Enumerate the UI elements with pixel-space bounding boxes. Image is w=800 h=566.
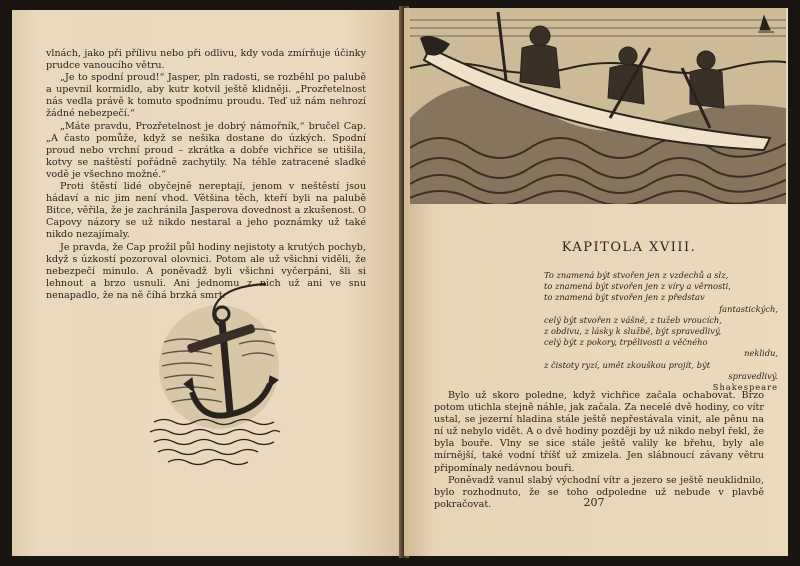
right-page [404,8,788,556]
page-number: 207 [583,496,605,509]
paragraph: Poněvadž vanul slabý východní vítr a jezero se ještě neuklidnilo, bylo rozhodnuto, že se toho odpoledne už nebude v plavbě pokračovat. [434,474,764,510]
paragraph: „Máte pravdu, Prozřetelnost je dobrý námořník,“ bručel Cap. „A často pomůže, když se nešika dostane do úzkých. Spodní proud nebo vrchní proud – zkrátka a dobře vichřice se utišila, kotvy se naštěstí pořádně zachytily. Na téhle zatracené sladké vodě je všechno možné.“ [46,120,366,180]
epigraph-line: celý být z pokory, trpělivosti a věčného [544,337,708,348]
right-page-text [434,390,764,511]
epigraph-line: To znamená být stvořen jen z vzdechů a slz, [544,270,729,280]
epigraph-line: z obdivu, z lásky k službě, být spravedlivý, [544,326,722,337]
epigraph-line: fantastických, [719,303,778,314]
left-page [12,10,402,556]
left-page-text [46,48,366,302]
paragraph: Bylo už skoro poledne, když vichřice začala ochabovat. Brzo potom utichla stejně náhle, jak začala. Za necelé dvě hodiny, co vítr ustal, se jezerní hladina stále ještě nepřestávala vinit, ale pěnu na ní už nebylo vidět. A o dvě hodiny později by už nikdo nebyl řekl, že byla bouře. Vlny se sice stále ještě valily ke břehu, byly ale mírnější, také vodní tříšť už zmizela. Jen slábnoucí závany větru připomínaly nedávnou bouři. [434,390,764,474]
chapter-title: KAPITOLA XVIII. [561,240,697,255]
epigraph [544,270,778,393]
epigraph-line: spravedlivý. [728,370,778,381]
paragraph: Proti štěstí lidé obyčejně nereptají, jenom v neštěstí jsou hádaví a nic jim není vhod. Většina těch, kteří byli na palubě Bitce, věřila, že je zachránila Jasperova dovednost a zkušenost. O Capovy názory se už nikdo nestaral a jeho poznámky už také nikdo nezajímaly. [46,181,366,241]
epigraph-line: to znamená být stvořen jen z představ [544,292,705,303]
epigraph-line: to znamená být stvořen jen z víry a věrnosti, [544,281,731,292]
epigraph-line: neklidu, [744,348,778,359]
epigraph-line: celý být stvořen z vášně, z tužeb vroucích, [544,314,722,325]
paragraph: Je pravda, že Cap prožil půl hodiny nejistoty a krutých pochyb, když s úzkostí pozoroval olovnici. Potom ale už všichni viděli, že nebezpečí minulo. A poněvadž byli všichni vyčerpáni, šli si lehnout a brzo usnuli. Ani jednomu z nich už ani ve snu nenapadlo, že na ně číhá brzká smrt. [46,241,366,301]
paragraph: „Je to spodní proud!“ Jasper, pln radosti, se rozběhl po palubě a upevnil kormidlo, aby kutr kotvil ještě klidněji. „Prozřetelnost nás vedla právě k tomuto spodnímu proudu. Teď už nám nehrozí žádné nebezpečí.“ [46,72,366,120]
paragraph: vlnách, jako při přílivu nebo při odlivu, kdy voda zmírňuje účinky prudce vanoucího větru. [46,48,366,72]
canoe-illustration [410,8,786,204]
epigraph-author: Shakespeare [712,382,778,393]
anchor-illustration [144,272,284,472]
epigraph-line: z čistoty ryzí, umět zkouškou projít, být [544,359,711,370]
